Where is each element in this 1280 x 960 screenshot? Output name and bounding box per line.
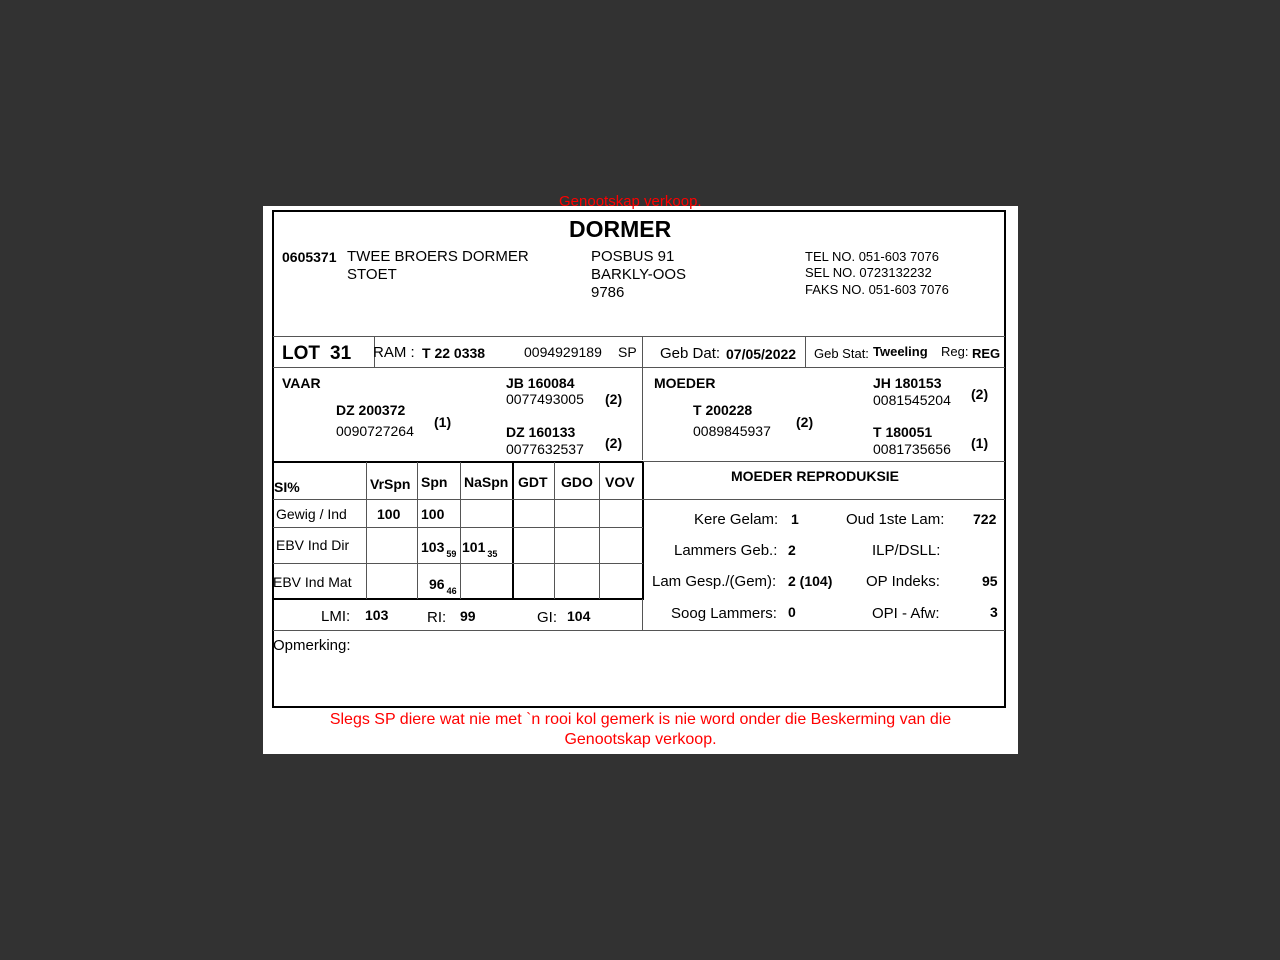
reg-label: Reg:	[941, 344, 969, 359]
ebv-header-line	[273, 499, 643, 500]
remarks-label: Opmerking:	[273, 637, 351, 654]
ebv-gdt-divider	[512, 461, 514, 600]
dam-count: (2)	[796, 414, 814, 430]
ebv-table-top	[273, 461, 643, 463]
breeder-name-line1: TWEE BROERS DORMER	[347, 248, 529, 265]
dam-sire-id: JH 180153	[873, 375, 942, 391]
header-cut-text: Genootskap verkoop.	[559, 193, 702, 210]
ebv-header-vov: VOV	[605, 474, 635, 490]
soog-label: Soog Lammers:	[671, 605, 777, 622]
ebv-header-vrspn: VrSpn	[370, 476, 411, 492]
ebv-col-line-3	[460, 462, 461, 599]
opi-value: 3	[990, 604, 998, 620]
opi-label: OPI - Afw:	[872, 605, 940, 622]
ebv-col-line-5	[599, 462, 600, 599]
ebv-naspn-value: 101	[462, 539, 486, 555]
ram-id: T 22 0338	[422, 345, 486, 361]
sire-count: (1)	[434, 414, 452, 430]
lot-card	[263, 193, 1018, 754]
reg-status: REG	[972, 346, 1001, 361]
ebv-cell-spn	[421, 539, 456, 559]
footer-line-2: Genootskap verkoop.	[564, 731, 717, 748]
dam-id: T 200228	[693, 402, 753, 418]
ram-reg-number: 0094929189	[524, 344, 602, 360]
ram-label: RAM :	[373, 344, 415, 361]
gi-label: GI:	[537, 609, 558, 626]
sire-dam-id: DZ 160133	[506, 424, 576, 440]
oud-label: Oud 1ste Lam:	[846, 511, 945, 528]
gi-value: 104	[567, 608, 591, 624]
dam-sire-number: 0081545204	[873, 392, 951, 408]
kere-gelam-label: Kere Gelam:	[694, 511, 779, 528]
soog-value: 0	[788, 604, 796, 620]
ebv-spn-value: 96	[429, 576, 445, 592]
lot-row-bottom-line	[273, 367, 1005, 368]
faks-number: FAKS NO. 051-603 7076	[805, 282, 949, 297]
ebv-table-bottom	[273, 598, 643, 600]
ebv-spn-accuracy: 46	[446, 586, 457, 596]
ebv-cell-spn	[429, 576, 457, 596]
ebv-spn-value: 103	[421, 539, 445, 555]
sel-number: SEL NO. 0723132232	[805, 265, 932, 280]
frame-left	[272, 210, 274, 708]
repro-title: MOEDER REPRODUKSIE	[731, 468, 900, 484]
ebv-header-spn: Spn	[421, 474, 448, 490]
lmi-label: LMI:	[321, 608, 351, 625]
moeder-label: MOEDER	[654, 375, 716, 391]
ebv-header-gdo: GDO	[561, 474, 593, 490]
ebv-table-right	[642, 461, 644, 600]
tel-number: TEL NO. 051-603 7076	[805, 249, 939, 264]
kere-gelam-value: 1	[791, 511, 799, 527]
repro-title-line	[643, 499, 1005, 500]
frame-bottom	[272, 706, 1006, 708]
op-indeks-label: OP Indeks:	[866, 573, 940, 590]
lam-gesp-label: Lam Gesp./(Gem):	[652, 573, 777, 590]
geb-stat: Tweeling	[873, 344, 928, 359]
geb-dat-label: Geb Dat:	[660, 345, 721, 362]
ebv-col-line-1	[366, 462, 367, 599]
ebv-row-line-1	[273, 527, 643, 528]
sire-sire-number: 0077493005	[506, 391, 584, 407]
breed-title: DORMER	[569, 216, 672, 242]
ri-label: RI:	[427, 609, 447, 626]
lot-number: 31	[330, 343, 352, 364]
lam-gesp-value: 2 (104)	[788, 573, 833, 589]
address-line2: BARKLY-OOS	[591, 266, 687, 283]
indices-bottom-line	[273, 630, 1005, 631]
postal-code: 9786	[591, 284, 625, 301]
sire-sire-id: JB 160084	[506, 375, 575, 391]
ebv-spn-accuracy: 59	[446, 549, 457, 559]
dam-dam-id: T 180051	[873, 424, 933, 440]
geb-stat-label: Geb Stat:	[814, 346, 869, 361]
pedigree-divider	[642, 368, 643, 460]
geb-dat: 07/05/2022	[726, 346, 797, 362]
footer-line-1: Slegs SP diere wat nie met `n rooi kol gemerk is nie word onder die Beskerming van die	[329, 711, 952, 728]
sire-dam-count: (2)	[605, 435, 623, 451]
frame-top	[272, 210, 1006, 212]
breeder-number: 0605371	[282, 249, 337, 265]
ebv-cell-naspn	[462, 539, 497, 559]
dam-sire-count: (2)	[971, 386, 989, 402]
dam-number: 0089845937	[693, 423, 771, 439]
sire-sire-count: (2)	[605, 391, 623, 407]
ebv-header-si: SI%	[274, 479, 300, 495]
ri-value: 99	[460, 608, 476, 624]
lot-row-top-line	[273, 336, 1005, 337]
lot-label: LOT	[282, 343, 320, 364]
address-line1: POSBUS 91	[591, 248, 675, 265]
ebv-naspn-accuracy: 35	[487, 549, 498, 559]
dam-dam-number: 0081735656	[873, 441, 951, 457]
breeder-name-line2: STOET	[347, 266, 397, 283]
ebv-cell-vrspn: 100	[377, 506, 401, 522]
lot-divider-3	[805, 336, 806, 368]
ebv-row-label: Gewig / Ind	[276, 506, 347, 522]
ilp-label: ILP/DSLL:	[872, 542, 941, 559]
op-indeks-value: 95	[982, 573, 998, 589]
indices-divider	[642, 599, 643, 631]
ebv-row-label: EBV Ind Dir	[276, 537, 350, 553]
oud-value: 722	[973, 511, 997, 527]
lot-divider-2	[642, 336, 643, 368]
ebv-header-gdt: GDT	[518, 474, 548, 490]
ebv-cell-spn: 100	[421, 506, 445, 522]
footer-note	[263, 710, 1018, 750]
lammers-geb-label: Lammers Geb.:	[674, 542, 778, 559]
frame-right	[1004, 210, 1006, 708]
sire-id: DZ 200372	[336, 402, 406, 418]
ebv-row-label: EBV Ind Mat	[273, 574, 352, 590]
sire-number: 0090727264	[336, 423, 414, 439]
ebv-row-line-2	[273, 563, 643, 564]
lammers-geb-value: 2	[788, 542, 796, 558]
vaar-label: VAAR	[282, 375, 321, 391]
sp-label: SP	[618, 344, 637, 360]
ebv-header-naspn: NaSpn	[464, 474, 509, 490]
dam-dam-count: (1)	[971, 435, 989, 451]
lmi-value: 103	[365, 607, 389, 623]
ebv-col-line-2	[417, 462, 418, 599]
repro-top-line	[643, 461, 1005, 462]
ebv-col-line-4	[554, 462, 555, 599]
sire-dam-number: 0077632537	[506, 441, 584, 457]
